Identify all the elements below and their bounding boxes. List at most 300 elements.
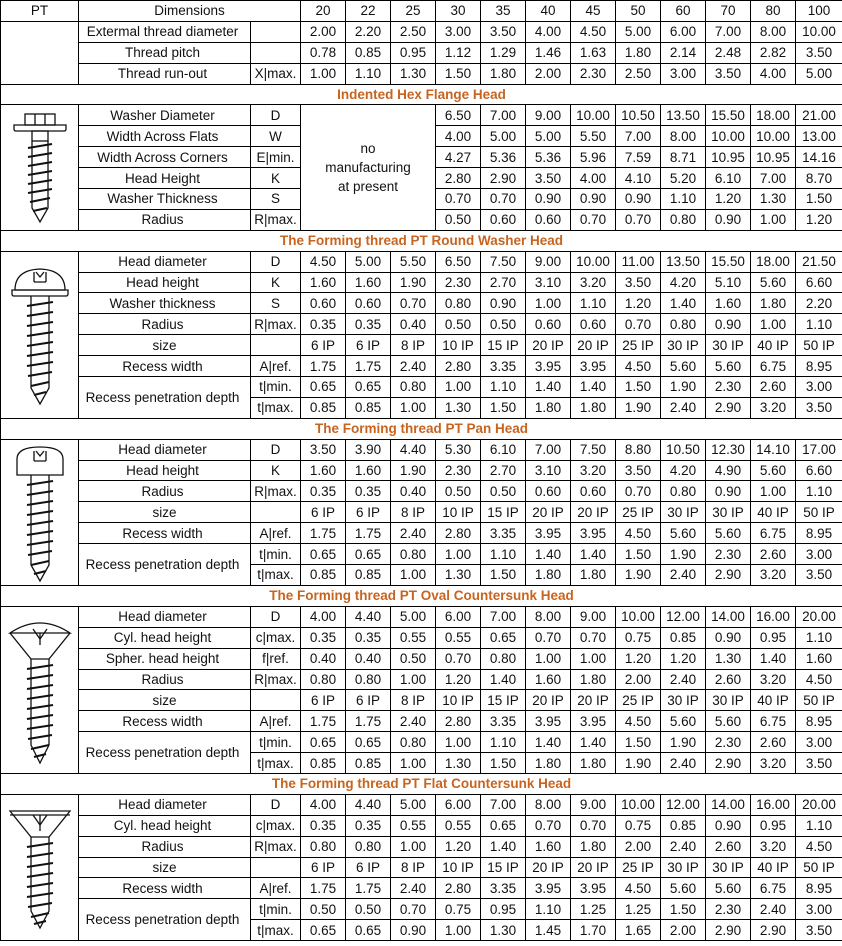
value-cell: 0.90 [571, 189, 616, 210]
value-cell: 1.00 [751, 481, 796, 502]
value-cell: 2.40 [661, 836, 706, 857]
value-cell: 8 IP [391, 502, 436, 523]
value-cell: 1.10 [796, 314, 842, 335]
value-cell: 1.10 [796, 627, 842, 648]
value-cell: 0.35 [346, 815, 391, 836]
value-cell: 5.60 [661, 711, 706, 732]
section-title: The Forming thread PT Round Washer Head [1, 230, 842, 251]
oval-row [1, 648, 842, 669]
value-cell: 1.00 [391, 753, 436, 774]
value-cell: 1.10 [796, 481, 842, 502]
value-cell: 1.65 [616, 920, 661, 941]
value-cell: 0.35 [346, 314, 391, 335]
pan-row [1, 481, 842, 502]
value-cell: 2.60 [706, 836, 751, 857]
symbol-cell: R|max. [251, 209, 301, 230]
value-cell: 5.00 [481, 126, 526, 147]
value-cell: 0.35 [301, 627, 346, 648]
value-cell: 1.50 [661, 899, 706, 920]
value-cell: 5.60 [706, 356, 751, 377]
value-cell: 0.85 [301, 753, 346, 774]
value-cell: 3.00 [796, 899, 842, 920]
value-cell: 1.90 [391, 272, 436, 293]
value-cell: 7.00 [706, 21, 751, 42]
value-cell: 6 IP [346, 690, 391, 711]
round-row [1, 314, 842, 335]
value-cell: 3.35 [481, 523, 526, 544]
section-title-row [1, 230, 842, 251]
value-cell: 10.00 [706, 126, 751, 147]
size-header: 22 [346, 1, 391, 22]
value-cell: 0.95 [481, 899, 526, 920]
value-cell: 5.10 [706, 272, 751, 293]
value-cell: 2.90 [706, 565, 751, 586]
value-cell: 1.30 [481, 920, 526, 941]
row-label: Washer Diameter [79, 105, 251, 126]
value-cell: 0.60 [571, 314, 616, 335]
blank-cell [1, 21, 79, 84]
value-cell: 0.80 [391, 732, 436, 753]
value-cell: 7.00 [616, 126, 661, 147]
value-cell: 14.16 [796, 147, 842, 168]
value-cell: 3.00 [796, 544, 842, 565]
value-cell: 1.10 [481, 377, 526, 398]
value-cell: 0.90 [706, 481, 751, 502]
value-cell: 0.60 [526, 481, 571, 502]
symbol-cell: t|min. [251, 377, 301, 398]
value-cell: 1.50 [481, 397, 526, 418]
value-cell: 1.40 [526, 377, 571, 398]
oval-depth-row [1, 732, 842, 753]
value-cell: 10.00 [616, 606, 661, 627]
value-cell: 2.80 [436, 356, 481, 377]
value-cell: 2.00 [301, 21, 346, 42]
value-cell: 1.90 [616, 753, 661, 774]
value-cell: 6.60 [796, 272, 842, 293]
value-cell: 0.40 [346, 648, 391, 669]
value-cell: 0.85 [301, 565, 346, 586]
dimensions-header: Dimensions [79, 1, 301, 22]
value-cell: 0.75 [616, 815, 661, 836]
value-cell: 5.60 [751, 272, 796, 293]
value-cell: 2.80 [436, 878, 481, 899]
symbol-cell: R|max. [251, 314, 301, 335]
value-cell: 0.50 [436, 314, 481, 335]
symbol-cell: K [251, 168, 301, 189]
value-cell: 4.00 [301, 794, 346, 815]
value-cell: 2.20 [796, 293, 842, 314]
value-cell: 6.00 [436, 606, 481, 627]
value-cell: 3.95 [526, 711, 571, 732]
value-cell: 8 IP [391, 690, 436, 711]
value-cell: 0.95 [391, 42, 436, 63]
value-cell: 1.90 [661, 732, 706, 753]
value-cell: 1.80 [571, 669, 616, 690]
value-cell: 40 IP [751, 502, 796, 523]
value-cell: 0.90 [706, 627, 751, 648]
round-row [1, 293, 842, 314]
value-cell: 5.60 [706, 878, 751, 899]
value-cell: 8 IP [391, 335, 436, 356]
value-cell: 2.50 [391, 21, 436, 42]
value-cell: 1.20 [616, 648, 661, 669]
value-cell: 1.45 [526, 920, 571, 941]
value-cell: 5.50 [391, 251, 436, 272]
round-row [1, 356, 842, 377]
value-cell: 3.90 [346, 439, 391, 460]
row-label: Radius [79, 209, 251, 230]
row-label: Thread run-out [79, 63, 251, 84]
value-cell: 15 IP [481, 857, 526, 878]
value-cell: 2.60 [751, 377, 796, 398]
symbol-cell: D [251, 794, 301, 815]
value-cell: 0.55 [391, 815, 436, 836]
value-cell: 0.90 [616, 189, 661, 210]
value-cell: 20 IP [571, 335, 616, 356]
value-cell: 1.60 [346, 460, 391, 481]
value-cell: 25 IP [616, 857, 661, 878]
value-cell: 3.50 [796, 920, 842, 941]
value-cell: 1.20 [661, 648, 706, 669]
value-cell: 3.20 [751, 397, 796, 418]
value-cell: 7.00 [481, 105, 526, 126]
value-cell: 4.50 [301, 251, 346, 272]
value-cell: 3.95 [526, 523, 571, 544]
value-cell: 5.00 [346, 251, 391, 272]
value-cell: 1.00 [436, 920, 481, 941]
symbol-cell: A|ref. [251, 356, 301, 377]
value-cell: 1.20 [706, 189, 751, 210]
value-cell: 15 IP [481, 502, 526, 523]
value-cell: 0.95 [751, 815, 796, 836]
round-row [1, 272, 842, 293]
value-cell: 0.80 [391, 377, 436, 398]
value-cell: 2.70 [481, 272, 526, 293]
size-header: 25 [391, 1, 436, 22]
symbol-cell: c|max. [251, 815, 301, 836]
value-cell: 0.70 [616, 481, 661, 502]
row-label: Radius [79, 314, 251, 335]
symbol-cell: R|max. [251, 481, 301, 502]
value-cell: 9.00 [571, 606, 616, 627]
value-cell: 3.10 [526, 272, 571, 293]
value-cell: 1.00 [436, 732, 481, 753]
value-cell: 0.50 [346, 899, 391, 920]
value-cell: 30 IP [706, 690, 751, 711]
round-washer-screw-icon [1, 251, 79, 418]
value-cell: 10 IP [436, 335, 481, 356]
value-cell: 1.75 [301, 523, 346, 544]
value-cell: 2.48 [706, 42, 751, 63]
symbol-cell: f|ref. [251, 648, 301, 669]
value-cell: 3.50 [796, 753, 842, 774]
value-cell: 4.50 [796, 836, 842, 857]
value-cell: 0.40 [391, 314, 436, 335]
value-cell: 1.50 [481, 753, 526, 774]
value-cell: 1.60 [301, 460, 346, 481]
size-header: 40 [526, 1, 571, 22]
value-cell: 10 IP [436, 690, 481, 711]
value-cell: 9.00 [571, 794, 616, 815]
value-cell: 0.50 [391, 648, 436, 669]
value-cell: 7.00 [481, 606, 526, 627]
value-cell: 0.85 [661, 815, 706, 836]
value-cell: 6.10 [481, 439, 526, 460]
value-cell: 25 IP [616, 690, 661, 711]
size-header: 60 [661, 1, 706, 22]
value-cell: 18.00 [751, 251, 796, 272]
value-cell: 2.50 [616, 63, 661, 84]
value-cell: 4.90 [706, 460, 751, 481]
oval-countersunk-screw-icon [1, 606, 79, 773]
value-cell: 3.10 [526, 460, 571, 481]
value-cell: 1.75 [346, 878, 391, 899]
value-cell: 6.10 [706, 168, 751, 189]
size-header: 20 [301, 1, 346, 22]
value-cell: 10.00 [616, 794, 661, 815]
value-cell: 0.70 [571, 627, 616, 648]
value-cell: 3.95 [526, 356, 571, 377]
value-cell: 8.00 [526, 606, 571, 627]
value-cell: 4.00 [526, 21, 571, 42]
value-cell: 4.50 [616, 356, 661, 377]
value-cell: 6 IP [301, 502, 346, 523]
value-cell: 0.60 [526, 209, 571, 230]
value-cell: 8.00 [526, 794, 571, 815]
value-cell: 0.65 [301, 732, 346, 753]
value-cell: 1.10 [481, 544, 526, 565]
value-cell: 8.71 [661, 147, 706, 168]
value-cell: 2.40 [661, 565, 706, 586]
value-cell: 15 IP [481, 335, 526, 356]
value-cell: 3.50 [616, 272, 661, 293]
value-cell: 1.60 [346, 272, 391, 293]
value-cell: 5.00 [526, 126, 571, 147]
value-cell: 5.36 [481, 147, 526, 168]
value-cell: 3.35 [481, 711, 526, 732]
value-cell: 0.80 [391, 544, 436, 565]
value-cell: 20.00 [796, 794, 842, 815]
symbol-cell: D [251, 251, 301, 272]
row-label: size [79, 857, 251, 878]
value-cell: 0.80 [661, 209, 706, 230]
value-cell: 0.80 [301, 669, 346, 690]
value-cell: 10.95 [706, 147, 751, 168]
value-cell: 3.00 [796, 732, 842, 753]
recess-depth-label: Recess penetration depth [79, 732, 251, 774]
value-cell: 25 IP [616, 335, 661, 356]
value-cell: 14.00 [706, 794, 751, 815]
value-cell: 1.10 [346, 63, 391, 84]
value-cell: 1.80 [571, 753, 616, 774]
value-cell: 4.00 [751, 63, 796, 84]
value-cell: 3.35 [481, 878, 526, 899]
value-cell: 4.00 [436, 126, 481, 147]
value-cell: 50 IP [796, 857, 842, 878]
general-row [1, 21, 842, 42]
value-cell: 1.00 [391, 397, 436, 418]
flat-row [1, 815, 842, 836]
value-cell: 5.96 [571, 147, 616, 168]
not-manufactured-note [301, 105, 436, 230]
value-cell: 1.10 [796, 815, 842, 836]
value-cell: 0.65 [346, 920, 391, 941]
value-cell: 0.90 [526, 189, 571, 210]
value-cell: 0.75 [436, 899, 481, 920]
value-cell: 2.00 [616, 836, 661, 857]
value-cell: 5.36 [526, 147, 571, 168]
value-cell: 50 IP [796, 335, 842, 356]
value-cell: 0.70 [616, 314, 661, 335]
value-cell: 7.00 [526, 439, 571, 460]
value-cell: 7.00 [481, 794, 526, 815]
oval-row [1, 669, 842, 690]
row-label: Cyl. head height [79, 815, 251, 836]
value-cell: 1.63 [571, 42, 616, 63]
value-cell: 3.00 [796, 377, 842, 398]
flange-row [1, 105, 842, 126]
value-cell: 3.95 [571, 356, 616, 377]
value-cell: 2.30 [706, 377, 751, 398]
symbol-cell [251, 335, 301, 356]
recess-depth-label: Recess penetration depth [79, 899, 251, 941]
value-cell: 4.10 [616, 168, 661, 189]
value-cell: 30 IP [661, 857, 706, 878]
value-cell: 4.00 [301, 606, 346, 627]
value-cell: 1.20 [616, 293, 661, 314]
value-cell: 4.40 [391, 439, 436, 460]
value-cell: 0.90 [706, 815, 751, 836]
value-cell: 5.50 [571, 126, 616, 147]
recess-depth-label: Recess penetration depth [79, 377, 251, 419]
value-cell: 4.20 [661, 272, 706, 293]
value-cell: 20 IP [571, 857, 616, 878]
symbol-cell: R|max. [251, 836, 301, 857]
value-cell: 0.55 [436, 627, 481, 648]
value-cell: 2.20 [346, 21, 391, 42]
section-title-row [1, 84, 842, 105]
value-cell: 2.40 [391, 878, 436, 899]
value-cell: 0.70 [616, 209, 661, 230]
row-label: Extermal thread diameter [79, 21, 251, 42]
value-cell: 30 IP [706, 857, 751, 878]
value-cell: 4.50 [796, 669, 842, 690]
value-cell: 1.60 [706, 293, 751, 314]
value-cell: 30 IP [661, 502, 706, 523]
value-cell: 2.40 [751, 899, 796, 920]
value-cell: 20.00 [796, 606, 842, 627]
value-cell: 16.00 [751, 606, 796, 627]
value-cell: 20 IP [526, 690, 571, 711]
value-cell: 1.00 [391, 565, 436, 586]
size-header: 45 [571, 1, 616, 22]
flat-row [1, 878, 842, 899]
value-cell: 30 IP [661, 690, 706, 711]
value-cell: 2.60 [706, 669, 751, 690]
value-cell: 2.14 [661, 42, 706, 63]
value-cell: 0.85 [346, 753, 391, 774]
value-cell: 4.40 [346, 606, 391, 627]
value-cell: 3.50 [301, 439, 346, 460]
value-cell: 5.20 [661, 168, 706, 189]
hex-flange-screw-icon [1, 105, 79, 230]
value-cell: 9.00 [526, 105, 571, 126]
value-cell: 5.00 [796, 63, 842, 84]
value-cell: 3.95 [571, 711, 616, 732]
symbol-cell: A|ref. [251, 711, 301, 732]
value-cell: 4.27 [436, 147, 481, 168]
value-cell: 0.80 [346, 836, 391, 857]
value-cell: 7.50 [481, 251, 526, 272]
value-cell: 1.46 [526, 42, 571, 63]
round-row [1, 251, 842, 272]
value-cell: 1.29 [481, 42, 526, 63]
size-header: 50 [616, 1, 661, 22]
symbol-cell [251, 42, 301, 63]
value-cell: 0.60 [571, 481, 616, 502]
row-label: Recess width [79, 711, 251, 732]
value-cell: 2.40 [391, 523, 436, 544]
value-cell: 0.85 [346, 565, 391, 586]
value-cell: 5.60 [751, 460, 796, 481]
value-cell: 7.00 [751, 168, 796, 189]
value-cell: 0.60 [346, 293, 391, 314]
flat-row [1, 794, 842, 815]
value-cell: 5.30 [436, 439, 481, 460]
size-header: 80 [751, 1, 796, 22]
symbol-cell: K [251, 272, 301, 293]
value-cell: 18.00 [751, 105, 796, 126]
value-cell: 1.50 [481, 565, 526, 586]
value-cell: 8.95 [796, 523, 842, 544]
value-cell: 1.80 [526, 753, 571, 774]
value-cell: 9.00 [526, 251, 571, 272]
row-label: Head diameter [79, 794, 251, 815]
value-cell: 3.50 [796, 565, 842, 586]
value-cell: 0.60 [526, 314, 571, 335]
value-cell: 0.70 [481, 189, 526, 210]
note-line: manufacturing [325, 160, 411, 176]
value-cell: 0.50 [436, 481, 481, 502]
row-label: size [79, 690, 251, 711]
symbol-cell: D [251, 606, 301, 627]
value-cell: 8 IP [391, 857, 436, 878]
value-cell: 2.80 [436, 168, 481, 189]
row-label: Head height [79, 460, 251, 481]
value-cell: 1.40 [571, 377, 616, 398]
value-cell: 10 IP [436, 502, 481, 523]
symbol-cell: t|min. [251, 544, 301, 565]
value-cell: 1.50 [796, 189, 842, 210]
value-cell: 0.90 [391, 920, 436, 941]
value-cell: 1.30 [391, 63, 436, 84]
value-cell: 1.12 [436, 42, 481, 63]
value-cell: 3.50 [616, 460, 661, 481]
value-cell: 2.30 [571, 63, 616, 84]
value-cell: 0.80 [661, 314, 706, 335]
row-label: Width Across Flats [79, 126, 251, 147]
value-cell: 0.78 [301, 42, 346, 63]
flat-depth-row [1, 899, 842, 920]
value-cell: 15.50 [706, 251, 751, 272]
value-cell: 2.82 [751, 42, 796, 63]
value-cell: 13.50 [661, 105, 706, 126]
value-cell: 1.80 [526, 565, 571, 586]
value-cell: 0.40 [391, 481, 436, 502]
value-cell: 3.50 [706, 63, 751, 84]
value-cell: 1.60 [526, 836, 571, 857]
value-cell: 0.65 [301, 377, 346, 398]
